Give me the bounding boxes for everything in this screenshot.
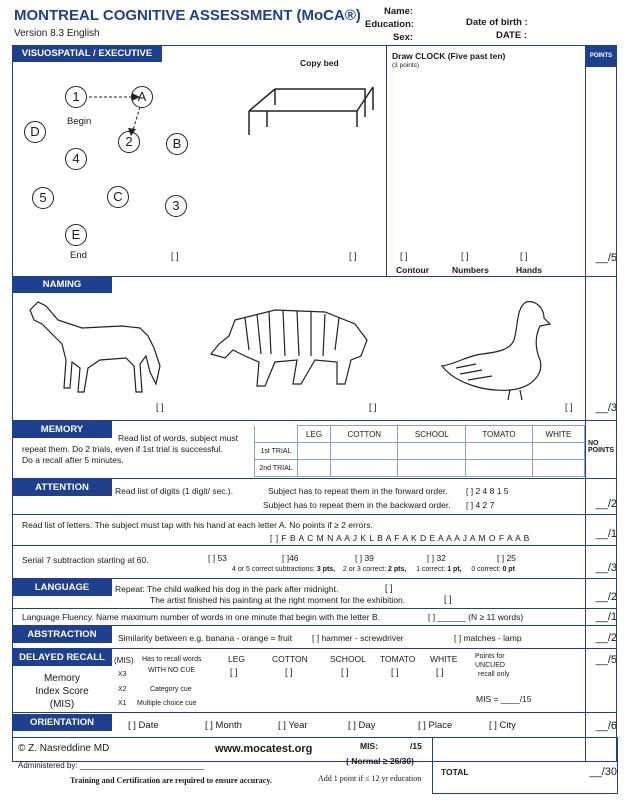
memory-cell[interactable]	[298, 443, 331, 460]
clock-divider	[386, 45, 387, 276]
forward-digits[interactable]: [ ] 2 4 8 1 5	[466, 486, 509, 496]
bed-drawing	[245, 75, 380, 145]
letters-score[interactable]: __/1	[595, 528, 617, 540]
trail-node-5: 5	[32, 187, 54, 209]
visuospatial-label: VISUOSPATIAL / EXECUTIVE	[12, 45, 162, 62]
memory-instructions-3: Do a recall after 5 minutes.	[22, 455, 124, 465]
mis-title-3: (MIS)	[49, 699, 75, 710]
clock-title: Draw CLOCK (Five past ten)	[392, 51, 506, 61]
memory-word: SCHOOL	[398, 426, 466, 443]
recall-checkbox[interactable]: [ ]	[391, 667, 399, 677]
memory-instructions-2: repeat them. Do 2 trials, even if 1st trial is successful.	[22, 444, 223, 454]
recall-word: SCHOOL	[330, 654, 366, 664]
total-label: TOTAL	[441, 767, 469, 777]
serial-39[interactable]: [ ] 39	[355, 553, 374, 563]
repeat-2-checkbox[interactable]: [ ]	[444, 594, 452, 604]
trail-node-1: 1	[65, 86, 87, 108]
normal-note: ( Normal ≥ 26/30)	[346, 756, 414, 766]
hands-checkbox[interactable]: [ ]	[520, 251, 528, 261]
horse-checkbox[interactable]: [ ]	[156, 402, 164, 412]
numbers-label: Numbers	[452, 265, 489, 275]
orientation-city[interactable]: [ ] City	[489, 720, 516, 731]
serial-46[interactable]: [ ]46	[282, 553, 299, 563]
version-label: Version 8.3 English	[14, 28, 100, 39]
divider	[12, 514, 617, 515]
divider	[12, 712, 617, 713]
memory-cell[interactable]	[532, 443, 584, 460]
language-label: LANGUAGE	[12, 579, 112, 596]
trail-arrows	[12, 70, 242, 270]
recall-row-desc-2: WITH NO CUE	[148, 667, 196, 674]
memory-cell[interactable]	[398, 443, 466, 460]
trial2-label: 2nd TRIAL	[255, 460, 298, 477]
form-title: MONTREAL COGNITIVE ASSESSMENT (MoCA®)	[14, 7, 361, 24]
orientation-day[interactable]: [ ] Day	[348, 720, 376, 731]
memory-cell[interactable]	[398, 460, 466, 477]
dob-label: Date of birth :	[466, 17, 528, 28]
memory-word: WHITE	[532, 426, 584, 443]
delayed-recall-label: DELAYED RECALL	[12, 649, 112, 666]
trail-node-4: 4	[65, 148, 87, 170]
education-label: Education:	[365, 19, 415, 30]
serial-53[interactable]: [ ] 53	[208, 553, 227, 563]
orientation-place[interactable]: [ ] Place	[418, 720, 453, 731]
memory-cell[interactable]	[331, 443, 398, 460]
total-right-line	[617, 737, 618, 794]
abstraction-score[interactable]: __/2	[595, 632, 617, 644]
recall-checkbox[interactable]: [ ]	[230, 667, 238, 677]
visuospatial-score[interactable]: __/5	[595, 252, 617, 264]
repeat-sentence-1: Repeat: The child walked his dog in the park after midnight.	[115, 584, 339, 594]
repeat-sentence-2: The artist finished his painting at the right moment for the exhibition.	[150, 595, 406, 605]
abstraction-item-2[interactable]: [ ] matches - lamp	[454, 633, 522, 643]
duck-checkbox[interactable]: [ ]	[565, 402, 573, 412]
tiger-checkbox[interactable]: [ ]	[369, 402, 377, 412]
tiger-drawing	[205, 300, 375, 395]
memory-cell[interactable]	[331, 460, 398, 477]
trial1-label: 1st TRIAL	[255, 443, 298, 460]
trail-checkbox[interactable]: [ ]	[171, 251, 179, 261]
points-note-3: recall only	[478, 671, 510, 678]
backward-digits[interactable]: [ ] 4 2 7	[466, 500, 495, 510]
memory-word: TOMATO	[466, 426, 533, 443]
contour-checkbox[interactable]: [ ]	[400, 251, 408, 261]
recall-word: COTTON	[272, 654, 308, 664]
forward-instructions: Subject has to repeat them in the forward order.	[268, 486, 448, 496]
memory-cell[interactable]	[466, 443, 533, 460]
fluency-instructions: Language Fluency. Name maximum number of words in one minute that begin with the letter B.	[22, 612, 380, 622]
end-label: End	[70, 250, 87, 261]
abstraction-item-1[interactable]: [ ] hammer - screwdriver	[312, 633, 404, 643]
serial-32[interactable]: [ ] 32	[427, 553, 446, 563]
mis-title-1: Memory	[43, 673, 81, 684]
divider	[12, 545, 617, 546]
letters-instructions: Read list of letters. The subject must tap with his hand at each letter A. No points if ≥ 2 errors.	[22, 520, 373, 530]
bed-checkbox[interactable]: [ ]	[349, 251, 357, 261]
training-note: Training and Certification are required to ensure accuracy.	[70, 776, 272, 785]
memory-word: COTTON	[331, 426, 398, 443]
recall-row-desc-3: Category cue	[150, 686, 192, 693]
letters-sequence[interactable]: [ ] F B A C M N A A J K L B A F A K D E A A A J A M O F A A B	[270, 533, 530, 543]
recall-row-desc-4: Multiple choice cue	[137, 700, 197, 707]
trail-node-e: E	[65, 224, 87, 246]
divider	[12, 737, 617, 738]
memory-table	[254, 425, 585, 477]
mult-x3: X3	[118, 671, 127, 678]
repeat-1-checkbox[interactable]: [ ]	[385, 583, 393, 593]
copyright: © Z. Nasreddine MD	[18, 743, 110, 754]
trail-node-3: 3	[165, 195, 187, 217]
trail-node-b: B	[166, 133, 188, 155]
mult-x2: X2	[118, 686, 127, 693]
points-note-2: UNCUED	[475, 662, 505, 669]
recall-row-desc-1: Has to recall words	[142, 656, 202, 663]
memory-cell[interactable]	[466, 460, 533, 477]
serial-25[interactable]: [ ] 25	[497, 553, 516, 563]
trail-node-d: D	[24, 121, 46, 143]
orientation-year[interactable]: [ ] Year	[278, 720, 308, 731]
recall-word: WHITE	[430, 654, 458, 664]
duck-drawing	[436, 294, 556, 402]
mult-x1: X1	[118, 700, 127, 707]
contour-label: Contour	[396, 265, 430, 275]
recall-checkbox[interactable]: [ ]	[341, 667, 349, 677]
orientation-month[interactable]: [ ] Month	[205, 720, 242, 731]
total-score[interactable]: __/30	[589, 766, 617, 778]
orientation-label: ORIENTATION	[12, 714, 112, 731]
name-label: Name:	[384, 6, 414, 17]
administered-by[interactable]: Administered by: ____________________________	[18, 761, 205, 770]
serial-scoring: 4 or 5 correct subtractions: 3 pts, 2 or 3 correct: 2 pts, 1 correct: 1 pt, 0 correct: 0 pt	[232, 566, 515, 573]
recall-checkbox[interactable]: [ ]	[436, 667, 444, 677]
orientation-date[interactable]: [ ] Date	[128, 720, 159, 731]
clock-points: (3 points)	[392, 62, 420, 69]
website[interactable]: www.mocatest.org	[215, 743, 313, 755]
trail-node-c: C	[107, 186, 129, 208]
recall-word: LEG	[228, 654, 246, 664]
mis-footer-value[interactable]: /15	[410, 741, 422, 751]
backward-instructions: Subject has to repeat them in the backward order.	[263, 500, 451, 510]
memory-cell[interactable]	[298, 460, 331, 477]
copy-bed-label: Copy bed	[300, 58, 339, 68]
no-points-label: NO POINTS	[588, 440, 615, 454]
fluency-input[interactable]: [ ] ______ (N ≥ 11 words)	[428, 612, 524, 622]
points-header: POINTS	[585, 45, 617, 67]
mis-column-label: (MIS)	[114, 656, 134, 665]
memory-instructions-1: Read list of words, subject must	[118, 433, 238, 443]
recall-word: TOMATO	[380, 654, 416, 664]
memory-label: MEMORY	[12, 421, 112, 438]
divider	[12, 608, 617, 609]
total-bottom-line	[432, 793, 617, 794]
orientation-score[interactable]: __/6	[595, 720, 617, 732]
trail-node-a: A	[131, 86, 153, 108]
fluency-score[interactable]: __/1	[595, 611, 617, 623]
education-note: Add 1 point if ≤ 12 yr education	[318, 774, 422, 783]
mis-equation[interactable]: MIS = ____/15	[476, 694, 532, 704]
attention-label: ATTENTION	[12, 479, 112, 496]
sex-label: Sex:	[393, 32, 414, 43]
delayed-recall-score[interactable]: __/5	[595, 654, 617, 666]
begin-label: Begin	[67, 116, 92, 127]
memory-cell[interactable]	[532, 460, 584, 477]
naming-score[interactable]: __/3	[595, 402, 617, 414]
points-note-1: Points for	[475, 653, 505, 660]
trail-node-2: 2	[118, 131, 140, 153]
horse-drawing	[22, 298, 172, 398]
abstraction-example: Similarity between e.g. banana - orange = fruit	[118, 633, 293, 643]
mis-title-2: Index Score	[35, 686, 89, 697]
numbers-checkbox[interactable]: [ ]	[461, 251, 469, 261]
hands-label: Hands	[516, 265, 542, 275]
total-divider	[432, 737, 433, 793]
repeat-score[interactable]: __/2	[595, 591, 617, 603]
digits-score[interactable]: __/2	[595, 498, 617, 510]
date-label: DATE :	[496, 30, 527, 41]
memory-word: LEG	[298, 426, 331, 443]
abstraction-label: ABSTRACTION	[12, 626, 112, 643]
recall-checkbox[interactable]: [ ]	[285, 667, 293, 677]
mis-footer-label: MIS:	[360, 741, 378, 751]
digits-instructions: Read list of digits (1 digit/ sec.).	[115, 486, 234, 496]
serial-instructions: Serial 7 subtraction starting at 60.	[22, 555, 149, 565]
serial-score[interactable]: __/3	[595, 562, 617, 574]
naming-label: NAMING	[12, 276, 112, 293]
